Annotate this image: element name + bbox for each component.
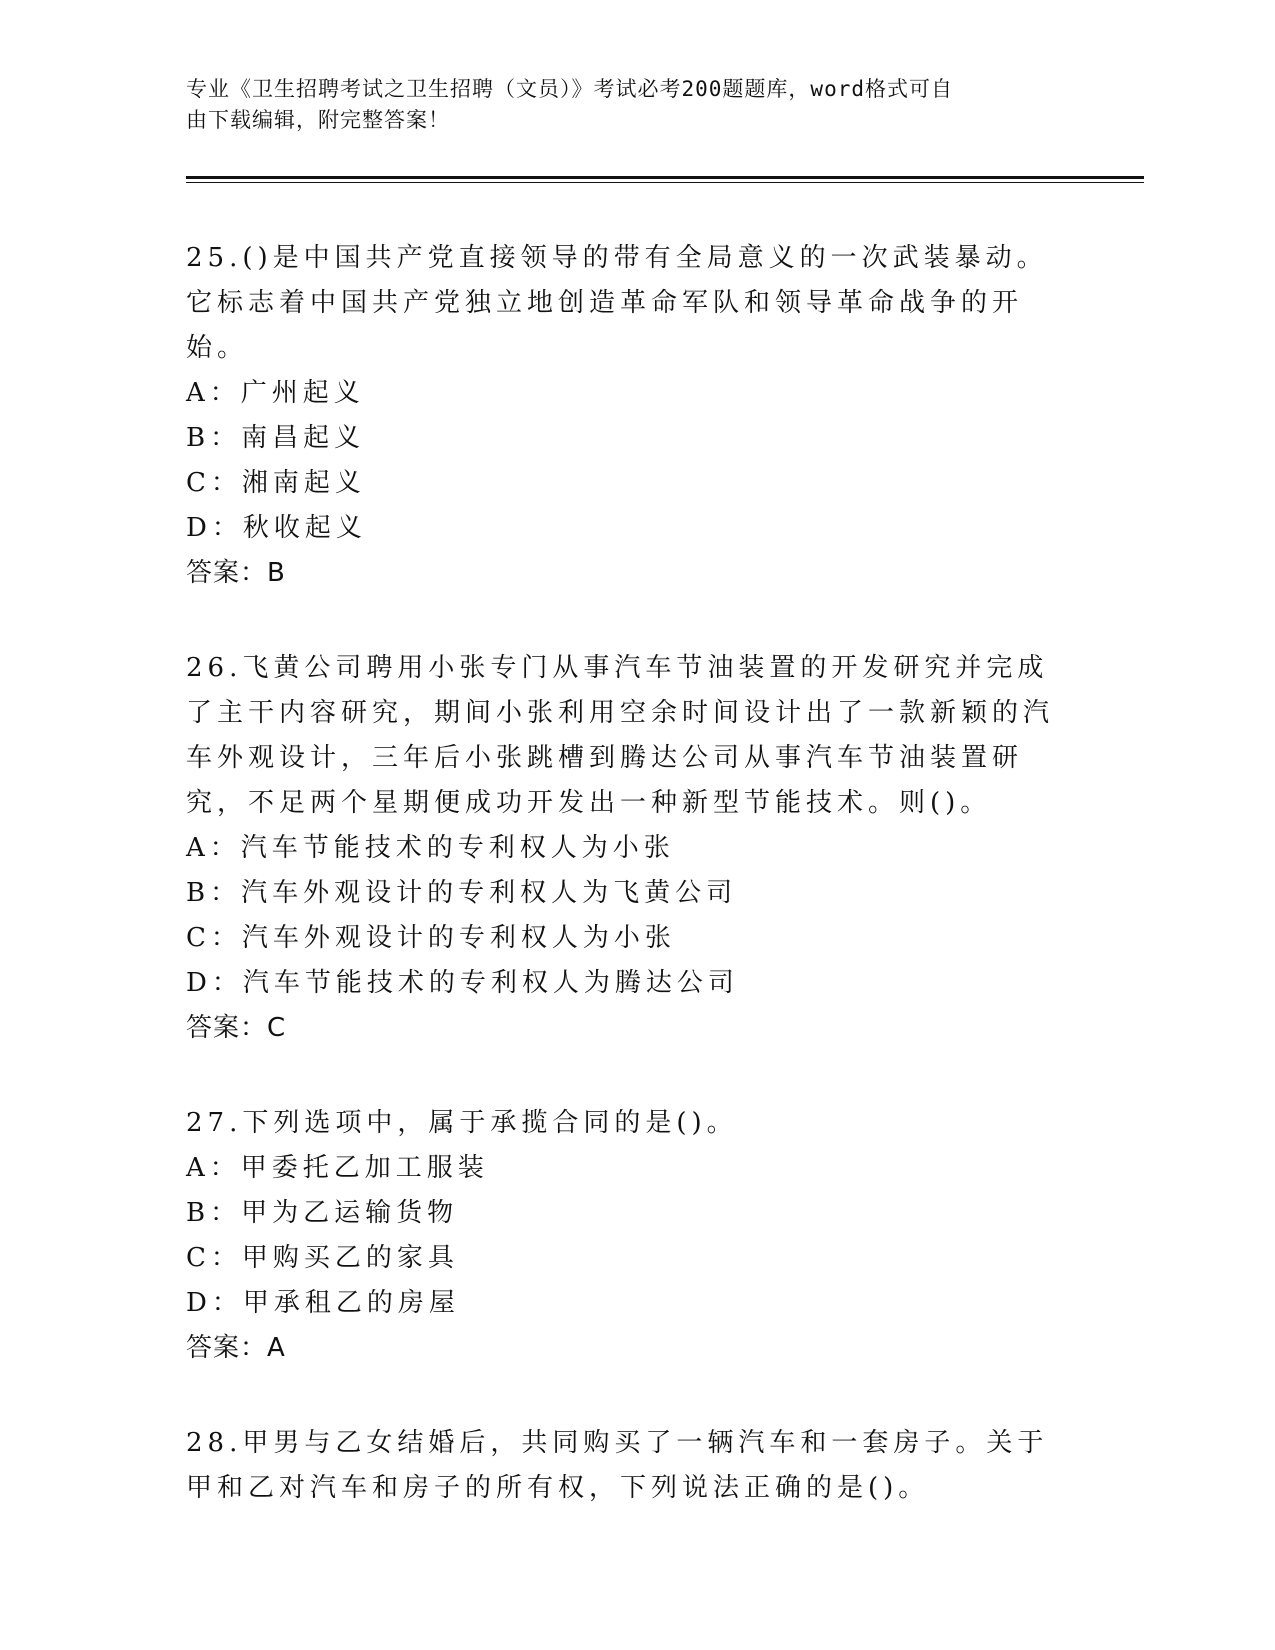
header-line-2: 由下载编辑，附完整答案！ xyxy=(186,108,450,132)
question-text: 26.飞黄公司聘用小张专门从事汽车节油装置的开发研究并完成了主干内容研究，期间小张利用空余时间设计出了一款新颖的汽车外观设计，三年后小张跳槽到腾达公司从事汽车节油装置研究，不足两个星期便成功开发出一种新型节能技术。则()。 xyxy=(186,653,1055,818)
header-divider-thick xyxy=(186,176,1144,179)
option-c: C：湘南起义 xyxy=(186,468,366,498)
question-text: 25.()是中国共产党直接领导的带有全局意义的一次武装暴动。它标志着中国共产党独立地创造革命军队和领导革命战争的开始。 xyxy=(186,243,1048,363)
option-d: D：秋收起义 xyxy=(186,513,367,543)
option-a: A：广州起义 xyxy=(186,378,365,408)
option-b: B：南昌起义 xyxy=(186,423,366,453)
option-c: C：汽车外观设计的专利权人为小张 xyxy=(186,923,676,953)
question-27 xyxy=(186,1101,1076,1371)
option-b: B：甲为乙运输货物 xyxy=(186,1198,459,1228)
option-c: C：甲购买乙的家具 xyxy=(186,1243,459,1273)
header-line-1: 专业《卫生招聘考试之卫生招聘（文员）》考试必考200题题库，word格式可自 xyxy=(186,77,953,101)
question-26 xyxy=(186,646,1076,1051)
answer-label: 答案：A xyxy=(186,1333,286,1363)
document-header xyxy=(186,74,1066,136)
answer-label: 答案：B xyxy=(186,558,286,588)
answer-label: 答案：C xyxy=(186,1013,287,1043)
option-a: A：甲委托乙加工服装 xyxy=(186,1153,489,1183)
option-a: A：汽车节能技术的专利权人为小张 xyxy=(186,833,675,863)
question-list xyxy=(186,236,1076,1561)
question-text: 28.甲男与乙女结婚后，共同购买了一辆汽车和一套房子。关于甲和乙对汽车和房子的所有权，下列说法正确的是()。 xyxy=(186,1428,1049,1503)
question-25 xyxy=(186,236,1076,596)
question-text: 27.下列选项中，属于承揽合同的是()。 xyxy=(186,1108,738,1138)
header-divider-thin xyxy=(186,182,1144,183)
option-b: B：汽车外观设计的专利权人为飞黄公司 xyxy=(186,878,738,908)
option-d: D：汽车节能技术的专利权人为腾达公司 xyxy=(186,968,739,998)
question-28 xyxy=(186,1421,1076,1511)
option-d: D：甲承租乙的房屋 xyxy=(186,1288,460,1318)
